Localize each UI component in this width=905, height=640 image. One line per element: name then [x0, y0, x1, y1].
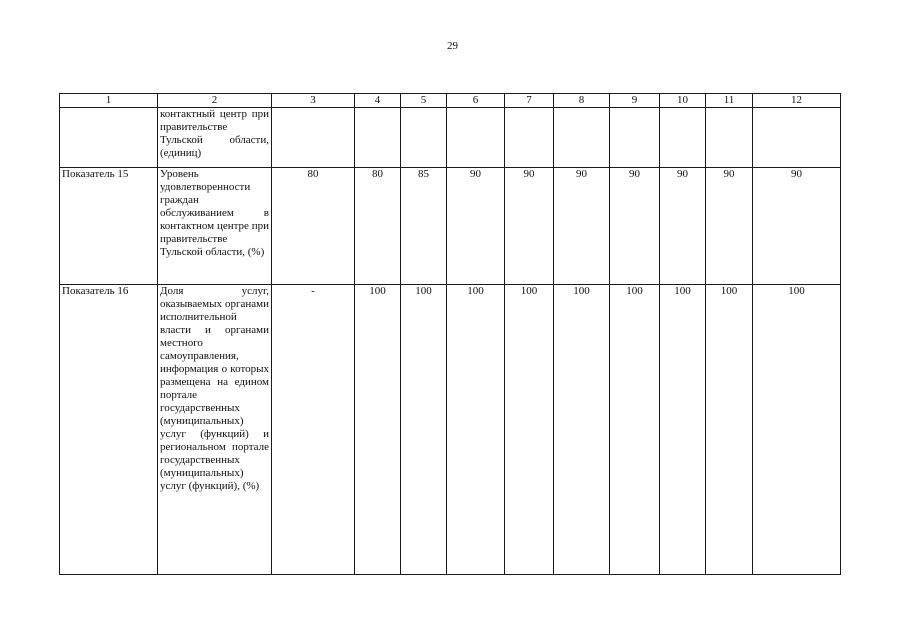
value-cell: 100	[355, 285, 401, 575]
table-row	[60, 285, 841, 575]
column-header: 12	[753, 94, 841, 108]
column-header: 2	[158, 94, 272, 108]
column-header: 9	[610, 94, 660, 108]
value-cell	[401, 108, 447, 168]
value-cell: 100	[660, 285, 706, 575]
value-cell	[753, 108, 841, 168]
value-cell	[272, 108, 355, 168]
column-header: 1	[60, 94, 158, 108]
indicators-table	[59, 93, 841, 575]
table-row	[60, 108, 841, 168]
value-cell: 90	[706, 168, 753, 285]
value-cell: 100	[610, 285, 660, 575]
indicator-label: Показатель 16	[60, 285, 158, 575]
table-row	[60, 168, 841, 285]
value-cell: 100	[706, 285, 753, 575]
value-cell	[660, 108, 706, 168]
value-cell: 80	[355, 168, 401, 285]
value-cell	[610, 108, 660, 168]
value-cell	[505, 108, 554, 168]
value-cell: 85	[401, 168, 447, 285]
column-header: 7	[505, 94, 554, 108]
value-cell: 100	[753, 285, 841, 575]
indicator-description: контактный центр при правительстве Тульской области, (единиц)	[158, 108, 272, 168]
value-cell: 90	[660, 168, 706, 285]
indicator-description: Уровень удовлетворенности граждан обслуживанием в контактном центре при правительстве Тульской области, (%)	[158, 168, 272, 285]
value-cell: 90	[554, 168, 610, 285]
indicator-description: Доля услуг, оказываемых органами исполнительной власти и органами местного самоуправления, информация о которых размещена на едином портале государственных (муниципальных) услуг (функций) и региональном портале государственных (муниципальных) услуг (функций), (%)	[158, 285, 272, 575]
value-cell: 100	[447, 285, 505, 575]
value-cell: 100	[505, 285, 554, 575]
value-cell	[554, 108, 610, 168]
value-cell	[706, 108, 753, 168]
column-header: 11	[706, 94, 753, 108]
indicator-label: Показатель 15	[60, 168, 158, 285]
value-cell: 90	[505, 168, 554, 285]
column-header: 5	[401, 94, 447, 108]
value-cell: 90	[753, 168, 841, 285]
value-cell: 100	[554, 285, 610, 575]
value-cell: 100	[401, 285, 447, 575]
value-cell	[447, 108, 505, 168]
table-header-row	[60, 94, 841, 108]
page-number: 29	[447, 40, 458, 52]
value-cell	[355, 108, 401, 168]
column-header: 4	[355, 94, 401, 108]
value-cell: -	[272, 285, 355, 575]
indicator-label	[60, 108, 158, 168]
value-cell: 80	[272, 168, 355, 285]
value-cell: 90	[610, 168, 660, 285]
value-cell: 90	[447, 168, 505, 285]
column-header: 6	[447, 94, 505, 108]
column-header: 10	[660, 94, 706, 108]
column-header: 8	[554, 94, 610, 108]
column-header: 3	[272, 94, 355, 108]
